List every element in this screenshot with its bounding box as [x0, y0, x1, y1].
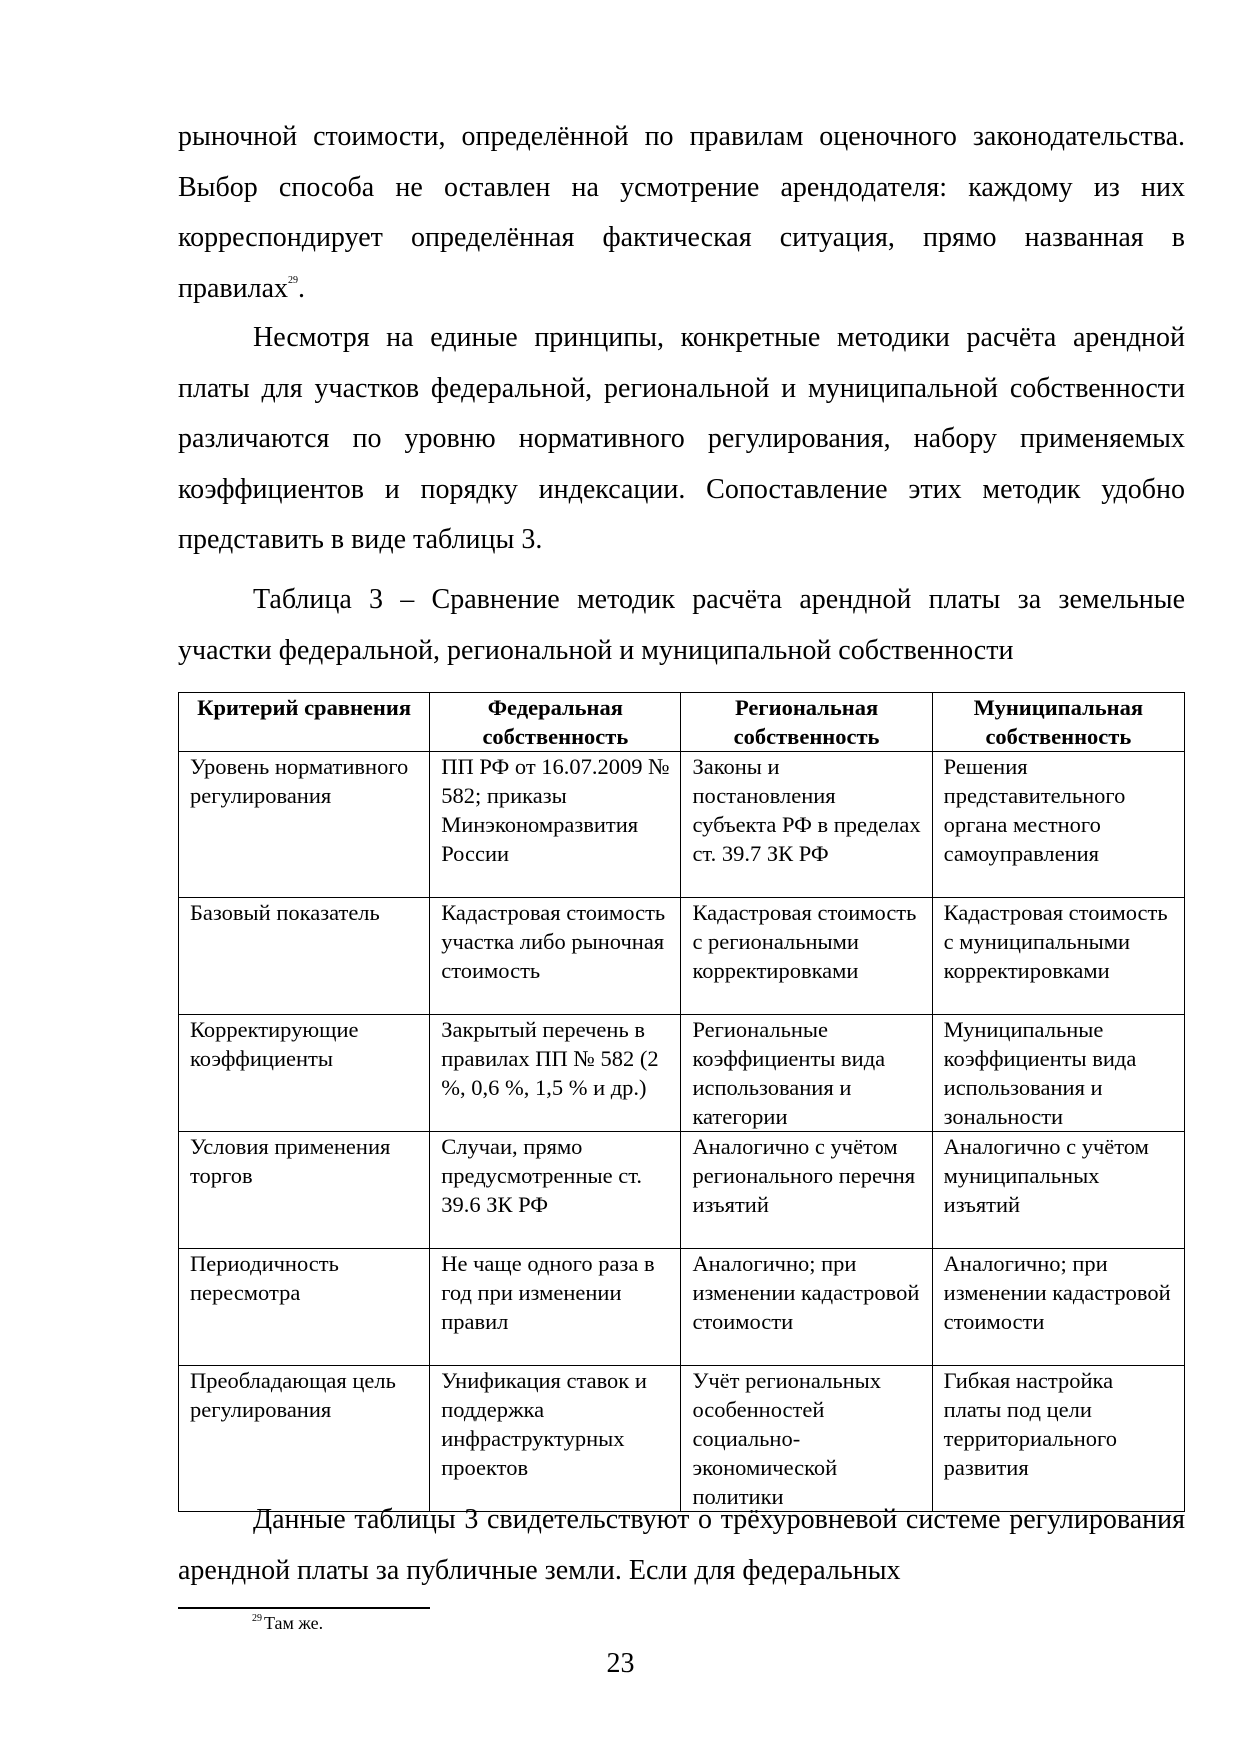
table-cell: Кадастровая стоимость участка либо рыночная стоимость: [430, 898, 681, 1015]
table-cell: Аналогично; при изменении кадастровой стоимости: [932, 1249, 1184, 1366]
table-cell: Муниципальные коэффициенты вида использования и зональности: [932, 1015, 1184, 1132]
table-cell: Гибкая настройка платы под цели территориального развития: [932, 1366, 1184, 1512]
table-row: [179, 1132, 1185, 1249]
table-cell: Учёт региональных особенностей социально-экономической политики: [681, 1366, 932, 1512]
page-number: 23: [606, 1648, 635, 1679]
table-row: [179, 1366, 1185, 1512]
paragraph-1-text: рыночной стоимости, определённой по правилам оценочного законодательства. Выбор способа не оставлен на усмотрение арендодателя: каждому из них корреспондирует определённая фактическая ситуация, прямо названная в правилах: [178, 121, 1185, 304]
footnote: [252, 1611, 323, 1635]
table-cell: Уровень нормативного регулирования: [179, 752, 430, 898]
table-row: [179, 752, 1185, 898]
footnote-reference[interactable]: 29: [288, 274, 299, 286]
table-cell: Закрытый перечень в правилах ПП № 582 (2 %, 0,6 %, 1,5 % и др.): [430, 1015, 681, 1132]
table-cell: Решения представительного органа местного самоуправления: [932, 752, 1184, 898]
footnote-number: 29: [252, 1613, 262, 1624]
table-cell: ПП РФ от 16.07.2009 № 582; приказы Минэкономразвития России: [430, 752, 681, 898]
footnote-separator: [178, 1607, 430, 1609]
table-cell: Кадастровая стоимость с муниципальными корректировками: [932, 898, 1184, 1015]
table-cell: Случаи, прямо предусмотренные ст. 39.6 ЗК РФ: [430, 1132, 681, 1249]
table-header-row: [179, 693, 1185, 752]
header-regional: Региональная собственность: [681, 693, 932, 752]
table-cell: Законы и постановления субъекта РФ в пределах ст. 39.7 ЗК РФ: [681, 752, 932, 898]
table-cell: Аналогично с учётом муниципальных изъятий: [932, 1132, 1184, 1249]
table-row: [179, 1015, 1185, 1132]
table-cell: Базовый показатель: [179, 898, 430, 1015]
table-cell: Аналогично с учётом регионального перечня изъятий: [681, 1132, 932, 1249]
paragraph-1-tail: .: [298, 272, 306, 304]
table-cell: Кадастровая стоимость с региональными корректировками: [681, 898, 932, 1015]
header-municipal: Муниципальная собственность: [932, 693, 1184, 752]
table-cell: Аналогично; при изменении кадастровой стоимости: [681, 1249, 932, 1366]
table-row: [179, 898, 1185, 1015]
table-row: [179, 1249, 1185, 1366]
comparison-table: [178, 692, 1185, 1512]
footnote-text: Там же.: [264, 1613, 324, 1633]
table-cell: Преобладающая цель регулирования: [179, 1366, 430, 1512]
body-paragraph-2: Несмотря на единые принципы, конкретные методики расчёта арендной платы для участков федеральной, региональной и муниципальной собственности различаются по уровню нормативного регулирования, набору применяемых коэффициентов и порядку индексации. Сопоставление этих методик удобно представить в виде таблицы 3.: [178, 322, 1185, 555]
header-criterion: Критерий сравнения: [179, 693, 430, 752]
table-cell: Корректирующие коэффициенты: [179, 1015, 430, 1132]
body-paragraph-1: [178, 112, 1185, 314]
table-cell: Не чаще одного раза в год при изменении правил: [430, 1249, 681, 1366]
table-cell: Унификация ставок и поддержка инфраструктурных проектов: [430, 1366, 681, 1512]
table-cell: Условия применения торгов: [179, 1132, 430, 1249]
table-caption: Таблица 3 – Сравнение методик расчёта арендной платы за земельные участки федеральной, региональной и муниципальной собственности: [178, 584, 1185, 666]
table-cell: Периодичность пересмотра: [179, 1249, 430, 1366]
header-federal: Федеральная собственность: [430, 693, 681, 752]
body-paragraph-3: Данные таблицы 3 свидетельствуют о трёхуровневой системе регулирования арендной платы за публичные земли. Если для федеральных: [178, 1504, 1185, 1586]
table-cell: Региональные коэффициенты вида использования и категории: [681, 1015, 932, 1132]
